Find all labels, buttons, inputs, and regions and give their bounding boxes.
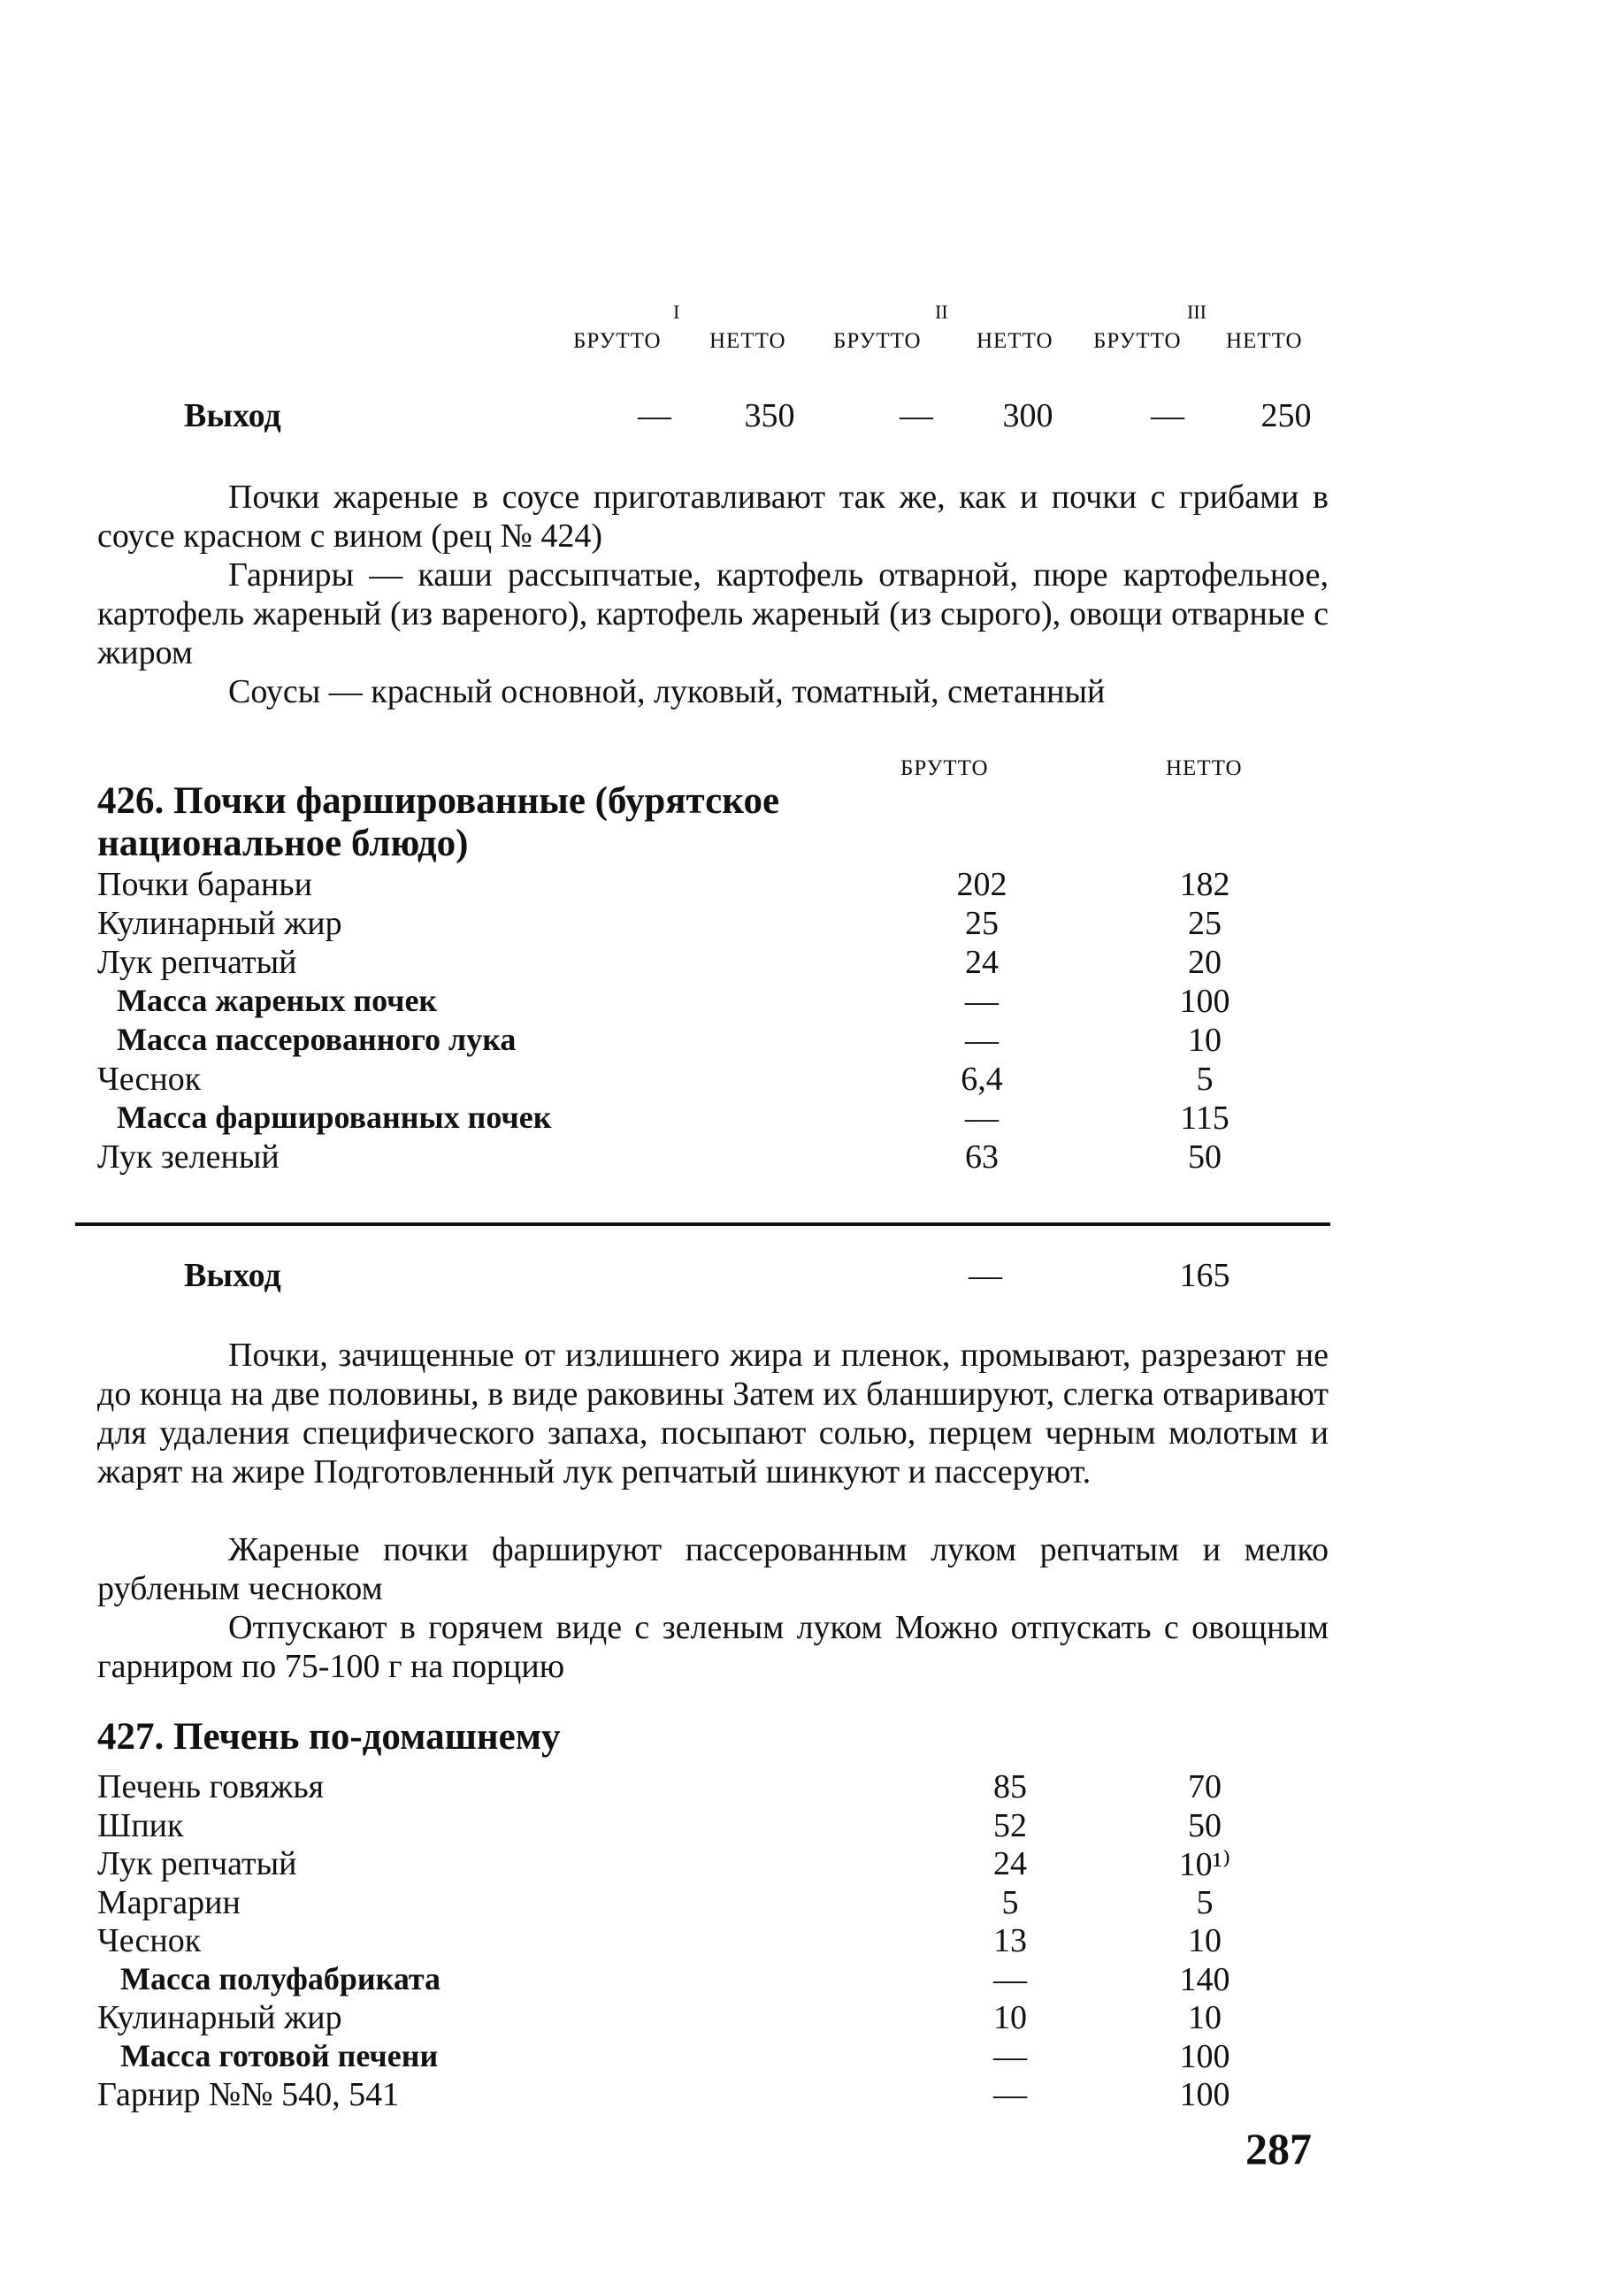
yield-value: 250 (1260, 397, 1312, 434)
gross-weight: 5 (1001, 1883, 1019, 1921)
net-weight: 10¹⁾ (1178, 1846, 1231, 1883)
ingredient-name: Лук репчатый (97, 944, 297, 981)
paragraph: Отпускают в горячем виде с зеленым луком Можно отпускать с овощным гарниром по 75-100 г на порцию (97, 1609, 1329, 1685)
recipe-title-continued: национальное блюдо) (97, 823, 469, 864)
yield-value: 300 (1002, 397, 1053, 434)
ingredient-name: Маргарин (97, 1883, 241, 1921)
ingredient-name: Масса готовой печени (120, 2037, 439, 2073)
column-header-net: НЕТТО (1166, 756, 1243, 780)
paragraph: Гарниры — каши рассыпчатые, картофель отварной, пюре картофельное, картофель жареный (из вареного), картофель жареный (из сырого), овощи отварные с жиром (97, 556, 1329, 671)
ingredient-name: Масса полуфабриката (120, 1960, 441, 1996)
net-weight: 182 (1179, 866, 1230, 903)
gross-weight: 52 (993, 1806, 1027, 1844)
net-weight: 10 (1188, 1999, 1222, 2036)
recipe-title: 427. Печень по-домашнему (97, 1716, 561, 1758)
column-group-label: I (673, 301, 680, 323)
gross-weight: 13 (993, 1922, 1027, 1959)
net-weight: 100 (1179, 2037, 1230, 2075)
ingredient-name: Чеснок (97, 1061, 202, 1098)
net-weight: 50 (1188, 1138, 1222, 1176)
ingredient-name: Гарнир №№ 540, 541 (97, 2076, 400, 2113)
gross-weight: 63 (965, 1138, 999, 1176)
yield-net: 165 (1179, 1257, 1230, 1294)
ingredient-name: Кулинарный жир (97, 905, 342, 942)
ingredient-name: Кулинарный жир (97, 1999, 342, 2036)
column-header-net: НЕТТО (709, 329, 786, 353)
yield-gross: — (969, 1257, 1002, 1294)
gross-weight: — (993, 1960, 1027, 1998)
paragraph: Почки жареные в соусе приготавливают так же, как и почки с грибами в соусе красном с вином (рец № 424) (97, 479, 1329, 555)
ingredient-name: Лук зеленый (97, 1138, 280, 1176)
column-header-gross: БРУТТО (573, 329, 662, 353)
gross-weight: 85 (993, 1768, 1027, 1805)
ingredient-name: Чеснок (97, 1922, 202, 1959)
gross-weight: 10 (993, 1999, 1027, 2036)
column-header-gross: БРУТТО (1093, 329, 1182, 353)
page-number: 287 (1245, 2124, 1312, 2173)
column-header-net: НЕТТО (1226, 329, 1303, 353)
net-weight: 70 (1188, 1768, 1222, 1805)
ingredient-name: Масса фаршированных почек (117, 1100, 552, 1135)
yield-value: — (638, 397, 671, 434)
net-weight: 20 (1188, 944, 1222, 981)
gross-weight: 24 (993, 1845, 1027, 1882)
ingredient-name: Шпик (97, 1806, 184, 1844)
gross-weight: 25 (965, 905, 999, 942)
yield-label: Выход (184, 397, 281, 434)
ingredient-name: Масса жареных почек (117, 983, 438, 1018)
paragraph: Жареные почки фаршируют пассерованным луком репчатым и мелко рубленым чесноком (97, 1531, 1329, 1607)
net-weight: 25 (1188, 905, 1222, 942)
gross-weight: — (993, 2076, 1027, 2113)
yield-label: Выход (184, 1257, 281, 1294)
net-weight: 100 (1179, 2076, 1230, 2113)
gross-weight: — (965, 1022, 999, 1059)
ingredient-name: Печень говяжья (97, 1768, 325, 1805)
net-weight: 10 (1188, 1922, 1222, 1959)
ingredient-name: Лук репчатый (97, 1845, 297, 1882)
net-weight: 5 (1196, 1061, 1214, 1098)
paragraph: Соусы — красный основной, луковый, томатный, сметанный (228, 673, 1106, 710)
net-weight: 100 (1179, 983, 1230, 1020)
gross-weight: — (965, 983, 999, 1020)
divider (75, 1222, 1330, 1226)
column-group-label: III (1187, 301, 1207, 323)
yield-value: — (900, 397, 933, 434)
gross-weight: 202 (956, 866, 1007, 903)
paragraph: Почки, зачищенные от излишнего жира и пленок, промывают, разрезают не до конца на две половины, в виде раковины Затем их бланшируют, слегка отваривают для удаления специфического запаха, посыпают солью, перцем черным молотым и жарят на жире Подготовленный лук репчатый шинкуют и пассеруют. (97, 1337, 1329, 1491)
gross-weight: — (965, 1100, 999, 1137)
gross-weight: — (993, 2037, 1027, 2075)
column-group-label: II (935, 301, 948, 323)
ingredient-name: Масса пассерованного лука (117, 1022, 517, 1057)
ingredient-name: Почки бараньи (97, 866, 312, 903)
net-weight: 115 (1180, 1100, 1229, 1137)
gross-weight: 24 (965, 944, 999, 981)
net-weight: 50 (1188, 1806, 1222, 1844)
net-weight: 140 (1179, 1960, 1230, 1998)
net-weight: 5 (1196, 1883, 1214, 1921)
recipe-title: 426. Почки фаршированные (бурятское (97, 780, 780, 822)
column-header-gross: БРУТТО (900, 756, 989, 780)
gross-weight: 6,4 (961, 1061, 1003, 1098)
yield-value: — (1151, 397, 1184, 434)
column-header-gross: БРУТТО (833, 329, 922, 353)
net-weight: 10 (1188, 1022, 1222, 1059)
column-header-net: НЕТТО (977, 329, 1053, 353)
yield-value: 350 (744, 397, 795, 434)
